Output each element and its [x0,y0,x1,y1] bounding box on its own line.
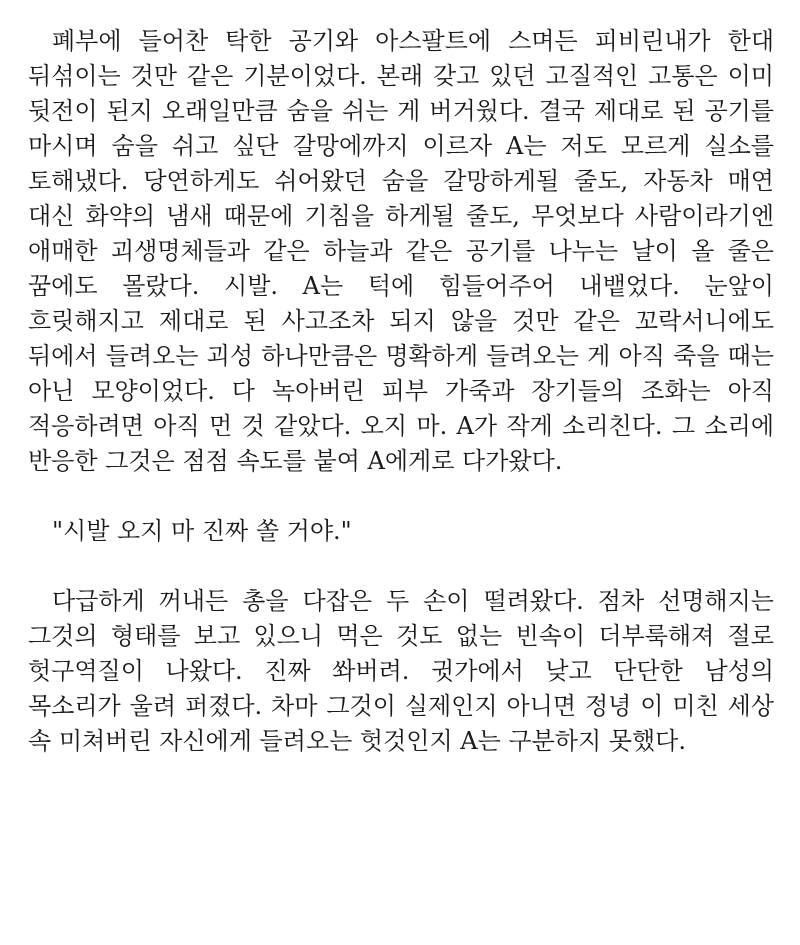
paragraph-3: 다급하게 꺼내든 총을 다잡은 두 손이 떨려왔다. 점차 선명해지는 그것의 형태를 보고 있으니 먹은 것도 없는 빈속이 더부룩해져 절로 헛구역질이 나왔다. 진짜 쏴버려. 귓가에서 낮고 단단한 남성의 목소리가 울려 퍼졌다. 차마 그것이 실제인지 아니면 정녕 이 미친 세상 속 미쳐버린 자신에게 들려오는 헛것인지 A는 구분하지 못했다. [28,587,774,755]
paragraph-dialogue: "시발 오지 마 진짜 쏠 거야." [52,517,352,545]
paragraph-gap [28,479,774,514]
paragraph-1: 폐부에 들어찬 탁한 공기와 아스팔트에 스며든 피비린내가 한대 뒤섞이는 것만 같은 기분이었다. 본래 갖고 있던 고질적인 고통은 이미 뒷전이 된지 오래일만큼 숨을 쉬는 게 버거웠다. 결국 제대로 된 공기를 마시며 숨을 쉬고 싶단 갈망에까지 이르자 A는 저도 모르게 실소를 토해냈다. 당연하게도 쉬어왔던 숨을 갈망하게될 줄도, 자동차 매연 대신 화약의 냄새 때문에 기침을 하게될 줄도, 무엇보다 사람이라기엔 애매한 괴생명체들과 같은 하늘과 같은 공기를 나누는 날이 올 줄은 꿈에도 몰랐다. 시발. A는 턱에 힘들어주어 내뱉었다. 눈앞이 흐릿해지고 제대로 된 사고조차 되지 않을 것만 같은 꼬락서니에도 뒤에서 들려오는 괴성 하나만큼은 명확하게 들려오는 게 아직 죽을 때는 아닌 모양이었다. 다 녹아버린 피부 가죽과 장기들의 조화는 아직 적응하려면 아직 먼 것 같았다. 오지 마. A가 작게 소리친다. 그 소리에 반응한 그것은 점점 속도를 붙여 A에게로 다가왔다. [28,27,774,475]
paragraph-gap [28,549,774,584]
